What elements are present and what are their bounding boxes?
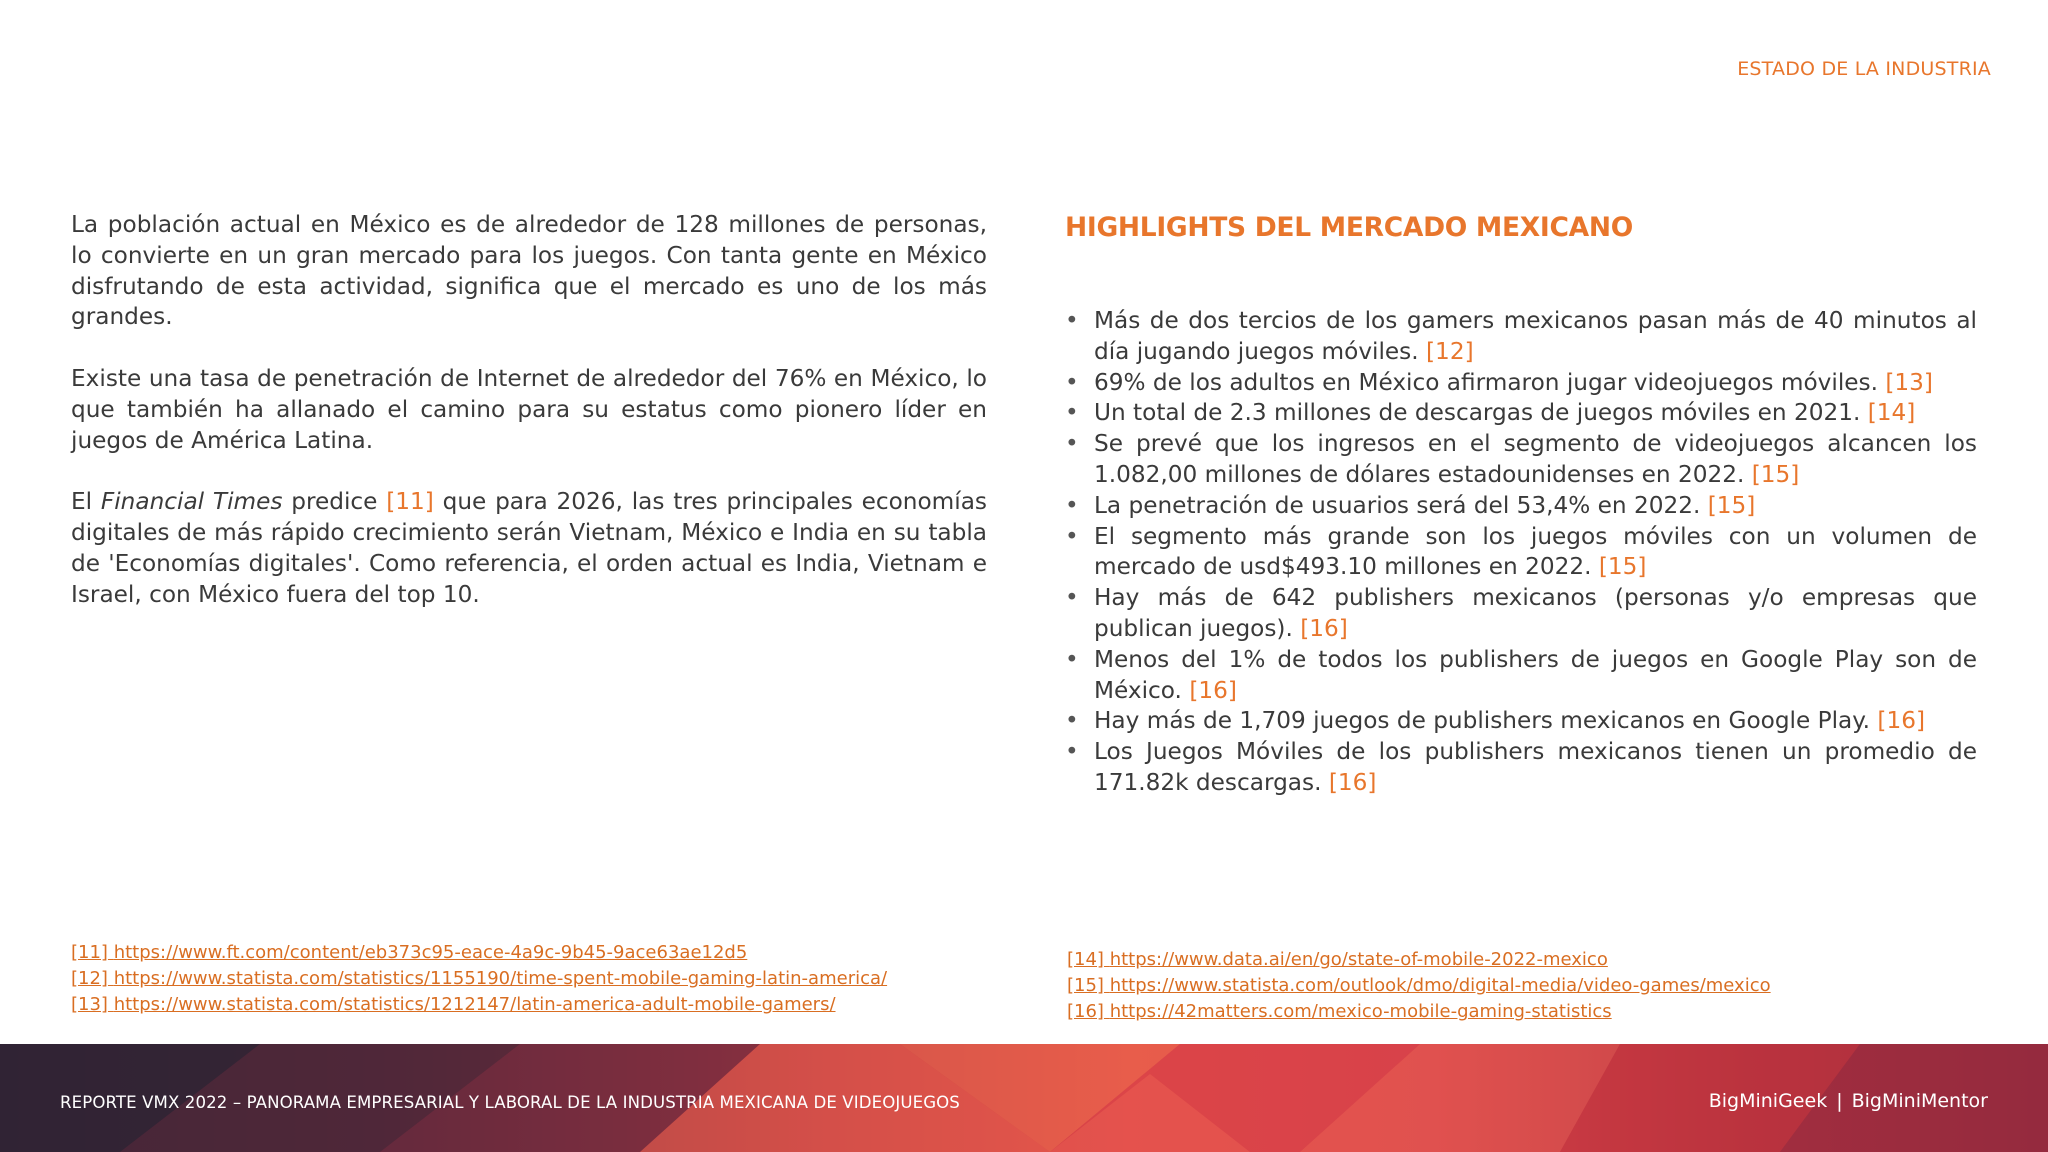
- highlight-text: Más de dos tercios de los gamers mexicanos pasan más de 40 minutos al día jugando juegos móviles.: [1094, 307, 1977, 365]
- highlight-text: El segmento más grande son los juegos móviles con un volumen de mercado de usd$493.10 millones en 2022.: [1094, 522, 1977, 581]
- brand-bigminigeek: BigMiniGeek: [1708, 1090, 1828, 1112]
- intro-text-column: [71, 210, 987, 641]
- highlight-citation: [16]: [1877, 707, 1926, 735]
- highlight-item: [1065, 368, 1977, 399]
- ft-text-mid: predice: [282, 488, 387, 516]
- references-left: [71, 940, 887, 1018]
- highlight-text: Se prevé que los ingresos en el segmento de videojuegos alcancen los 1.082,00 millones de dólares estadounidenses en 2022.: [1094, 430, 1977, 488]
- highlight-text: Menos del 1% de todos los publishers de juegos en Google Play son de México.: [1094, 645, 1977, 704]
- highlight-item: [1065, 491, 1977, 522]
- highlight-text: Hay más de 642 publishers mexicanos (personas y/o empresas que publican juegos).: [1094, 584, 1977, 642]
- highlight-citation: [15]: [1751, 460, 1800, 488]
- paragraph-population: La población actual en México es de alrededor de 128 millones de personas, lo convierte en un gran mercado para los juegos. Con tanta gente en México disfrutando de esta actividad, significa que el mercado es uno de los más grandes.: [71, 211, 987, 331]
- bullet-icon: •: [1065, 491, 1079, 519]
- highlights-list: [1065, 306, 1977, 799]
- bullet-icon: •: [1065, 584, 1079, 612]
- bullet-icon: •: [1065, 307, 1079, 334]
- reference-number: [16]: [1067, 1001, 1104, 1022]
- highlight-text: 69% de los adultos en México afirmaron jugar videojuegos móviles.: [1094, 368, 1878, 396]
- highlight-citation: [15]: [1598, 553, 1647, 581]
- ft-text-post: que para 2026, las tres principales economías digitales de más rápido crecimiento serán Vietnam, México e India en su tabla de 'Economías digitales'. Como referencia, el orden actual es India, Vietnam e Israel, con México fuera del top 10.: [71, 488, 987, 608]
- paragraph-financial-times: [71, 487, 987, 610]
- highlight-citation: [13]: [1885, 368, 1933, 396]
- reference-url: https://www.statista.com/statistics/1155190/time-spent-mobile-gaming-latin-america/: [113, 968, 888, 989]
- reference-number: [13]: [71, 994, 108, 1015]
- reference-number: [14]: [1067, 949, 1104, 970]
- highlight-citation: [14]: [1867, 399, 1916, 427]
- reference-number: [11]: [71, 942, 108, 963]
- reference-url: https://www.data.ai/en/go/state-of-mobile-2022-mexico: [1109, 949, 1608, 970]
- highlight-item: [1065, 306, 1977, 368]
- ft-italic-source: Financial Times: [100, 488, 283, 516]
- highlight-item: [1065, 522, 1977, 584]
- highlight-citation: [16]: [1300, 614, 1348, 642]
- reference-number: [12]: [71, 968, 108, 989]
- highlight-text: Los Juegos Móviles de los publishers mexicanos tienen un promedio de 171.82k descargas.: [1094, 738, 1977, 796]
- bullet-icon: •: [1065, 430, 1079, 458]
- highlight-item: [1065, 398, 1977, 429]
- reference-link-14[interactable]: [1067, 947, 1771, 973]
- reference-link-16[interactable]: [1067, 999, 1771, 1025]
- footer-report-title: REPORTE VMX 2022 – PANORAMA EMPRESARIAL Y LABORAL DE LA INDUSTRIA MEXICANA DE VIDEOJUEGOS: [60, 1093, 960, 1112]
- references-right: [1067, 947, 1771, 1025]
- highlights-title: HIGHLIGHTS DEL MERCADO MEXICANO: [1065, 212, 1633, 243]
- brand-bigminimentor: BigMiniMentor: [1851, 1090, 1988, 1112]
- footer-banner: [0, 1044, 2048, 1152]
- reference-number: [15]: [1067, 975, 1104, 996]
- bullet-icon: •: [1065, 707, 1079, 735]
- reference-link-12[interactable]: [71, 966, 887, 992]
- highlight-item: [1065, 706, 1977, 737]
- reference-url: https://42matters.com/mexico-mobile-gaming-statistics: [1109, 1001, 1612, 1022]
- bullet-icon: •: [1065, 738, 1079, 766]
- highlight-citation: [16]: [1189, 676, 1237, 704]
- highlights-column: [1065, 210, 1977, 796]
- footer-brands: [1709, 1090, 1988, 1112]
- reference-url: https://www.statista.com/outlook/dmo/digital-media/video-games/mexico: [1109, 975, 1771, 996]
- highlight-text: Un total de 2.3 millones de descargas de juegos móviles en 2021.: [1094, 399, 1861, 427]
- highlight-text: Hay más de 1,709 juegos de publishers mexicanos en Google Play.: [1094, 707, 1871, 735]
- bullet-icon: •: [1065, 399, 1079, 427]
- highlight-item: [1065, 583, 1977, 645]
- bullet-icon: •: [1065, 368, 1079, 396]
- paragraph-internet-penetration: Existe una tasa de penetración de Internet de alrededor del 76% en México, lo que también ha allanado el camino para su estatus como pionero líder en juegos de América Latina.: [71, 364, 987, 454]
- citation-11: [11]: [386, 488, 434, 516]
- brand-separator: |: [1836, 1090, 1843, 1112]
- reference-link-13[interactable]: [71, 992, 887, 1018]
- highlight-citation: [16]: [1328, 768, 1377, 796]
- highlight-text: La penetración de usuarios será del 53,4% en 2022.: [1094, 491, 1701, 519]
- ft-text-pre: El: [71, 488, 101, 516]
- section-label: ESTADO DE LA INDUSTRIA: [1737, 58, 1991, 80]
- bullet-icon: •: [1065, 522, 1079, 550]
- highlight-item: [1065, 645, 1977, 707]
- reference-link-11[interactable]: [71, 940, 887, 966]
- highlight-item: [1065, 429, 1977, 491]
- highlight-citation: [15]: [1707, 491, 1756, 519]
- reference-url: https://www.statista.com/statistics/1212147/latin-america-adult-mobile-gamers/: [113, 994, 836, 1015]
- reference-link-15[interactable]: [1067, 973, 1771, 999]
- bullet-icon: •: [1065, 645, 1079, 673]
- highlight-citation: [12]: [1426, 337, 1474, 365]
- highlight-item: [1065, 737, 1977, 799]
- reference-url: https://www.ft.com/content/eb373c95-eace-4a9c-9b45-9ace63ae12d5: [113, 942, 748, 963]
